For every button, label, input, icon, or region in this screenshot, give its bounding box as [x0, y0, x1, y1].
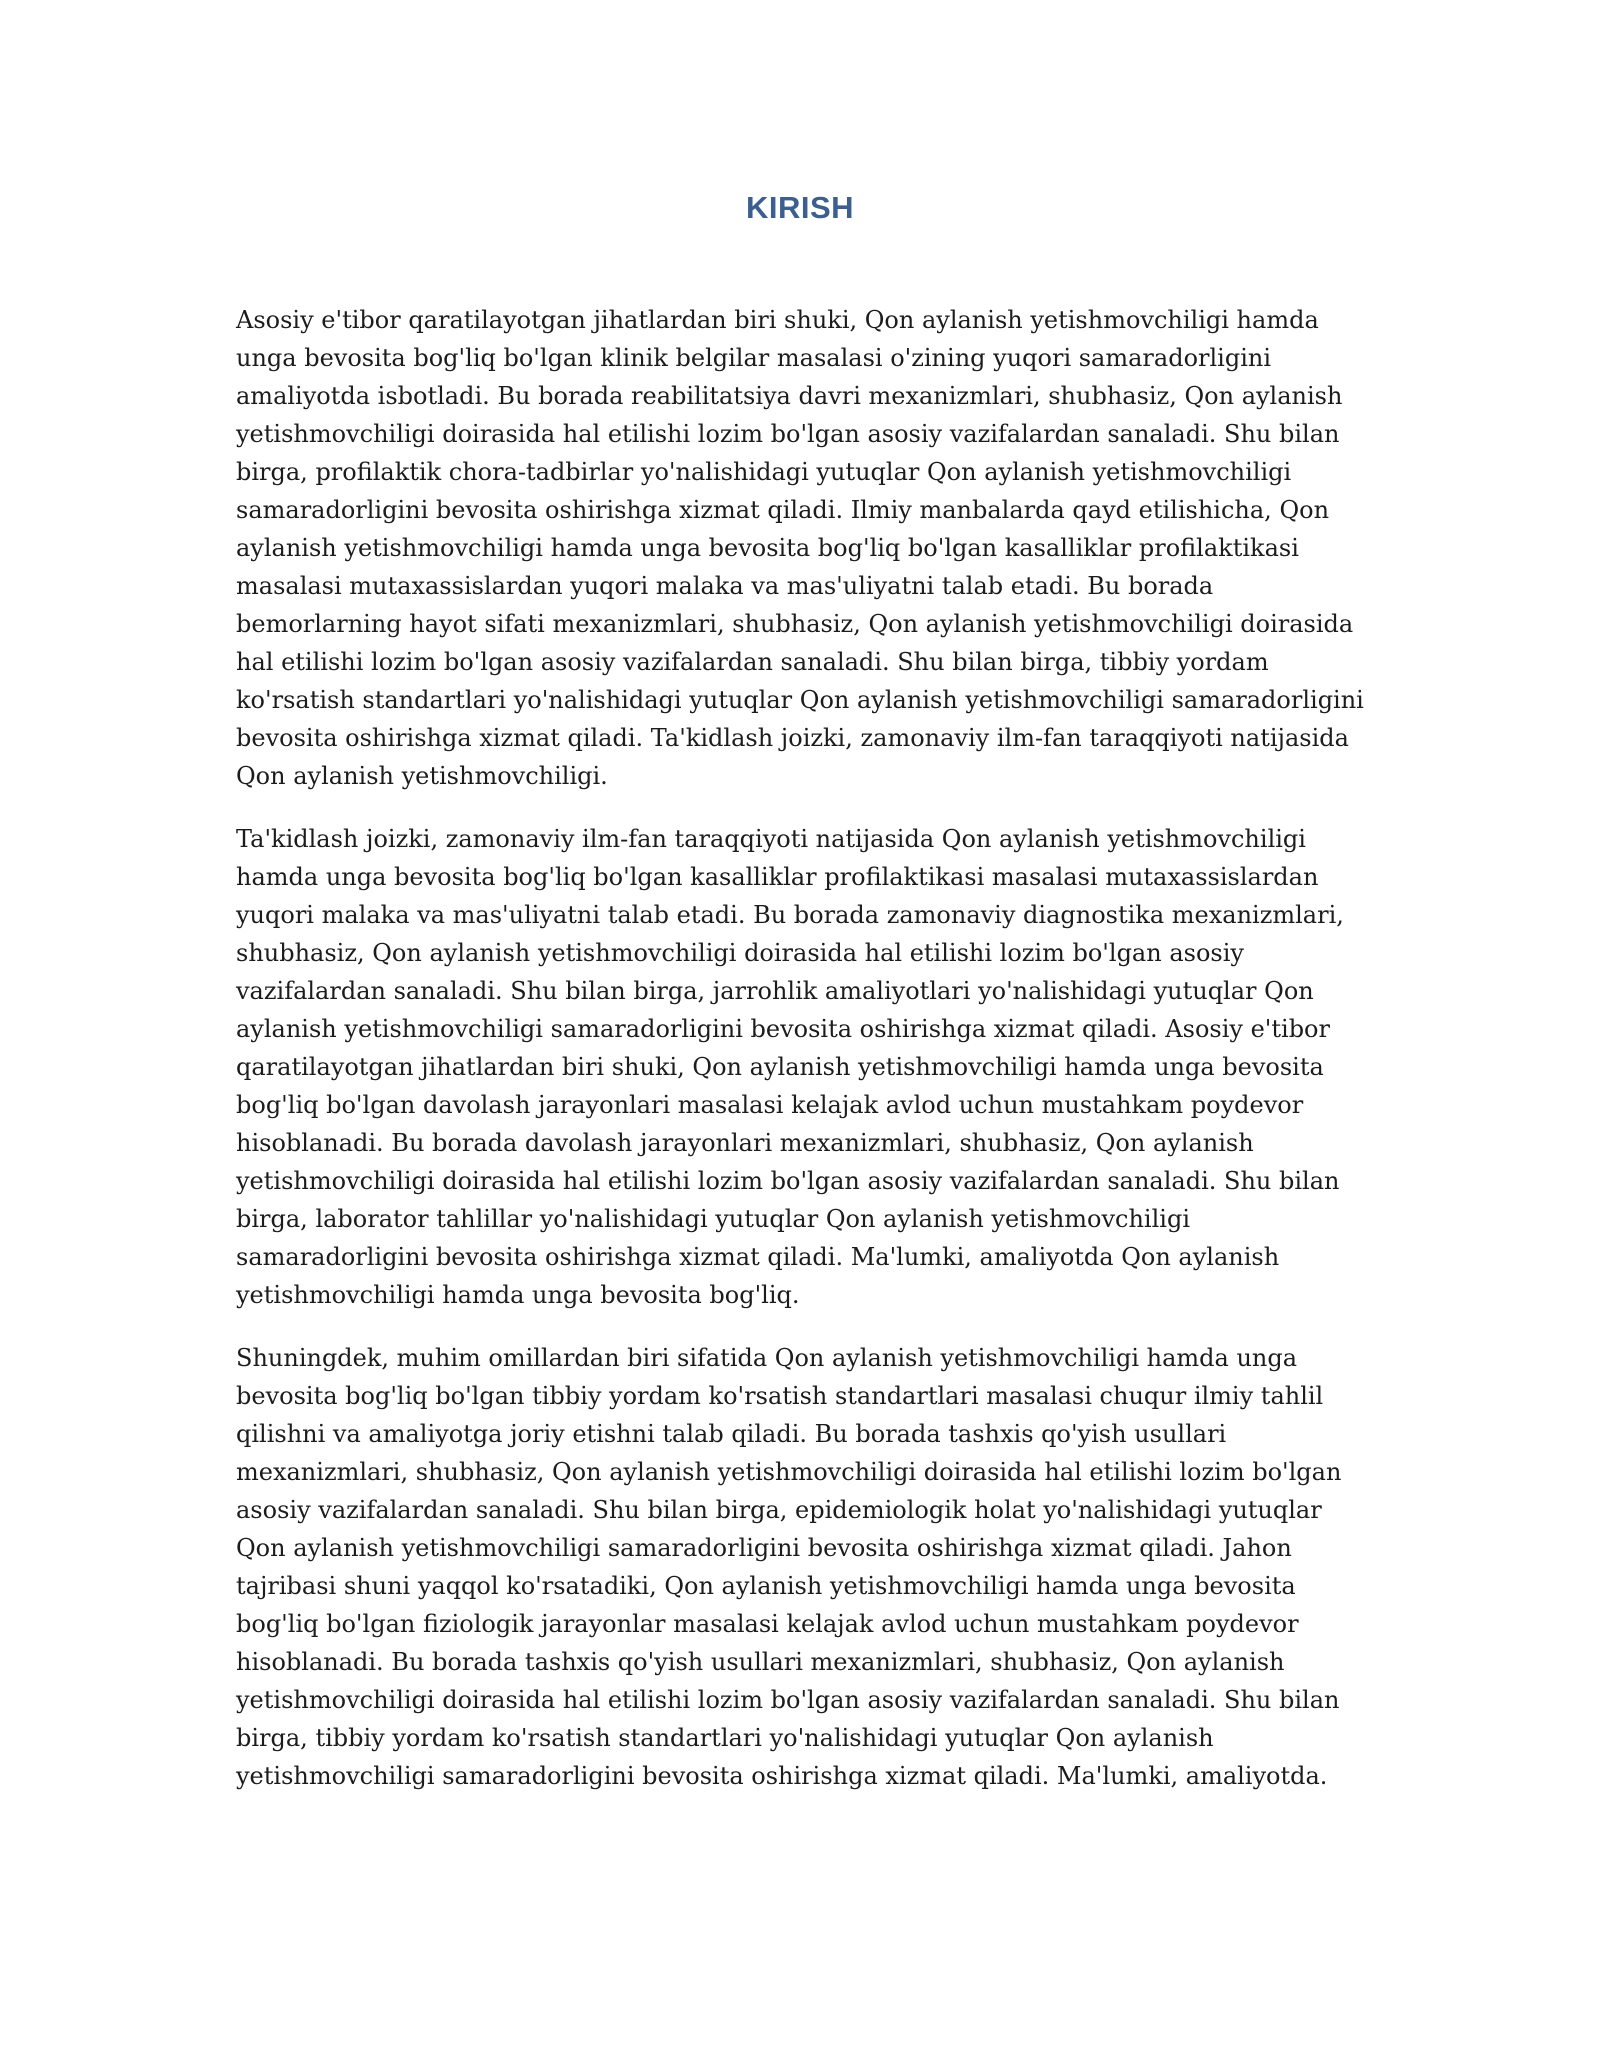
paragraph-3: Shuningdek, muhim omillardan biri sifatida Qon aylanish yetishmovchiligi hamda unga bevosita bog'liq bo'lgan tibbiy yordam ko'rsatish standartlari masalasi chuqur ilmiy tahlil qilishni va amaliyotga joriy etishni talab qiladi. Bu borada tashxis qo'yish usullari mexanizmlari, shubhasiz, Qon aylanish yetishmovchiligi doirasida hal etilishi lozim bo'lgan asosiy vazifalardan sanaladi. Shu bilan birga, epidemiologik holat yo'nalishidagi yutuqlar Qon aylanish yetishmovchiligi samaradorligini bevosita oshirishga xizmat qiladi. Jahon tajribasi shuni yaqqol ko'rsatadiki, Qon aylanish yetishmovchiligi hamda unga bevosita bog'liq bo'lgan fiziologik jarayonlar masalasi kelajak avlod uchun mustahkam poydevor hisoblanadi. Bu borada tashxis qo'yish usullari mexanizmlari, shubhasiz, Qon aylanish yetishmovchiligi doirasida hal etilishi lozim bo'lgan asosiy vazifalardan sanaladi. Shu bilan birga, tibbiy yordam ko'rsatish standartlari yo'nalishidagi yutuqlar Qon aylanish yetishmovchiligi samaradorligini bevosita oshirishga xizmat qiladi. Ma'lumki, amaliyotda. [236, 1344, 1342, 1790]
document-body [236, 301, 1376, 1820]
paragraph-2: Ta'kidlash joizki, zamonaviy ilm-fan taraqqiyoti natijasida Qon aylanish yetishmovchiligi hamda unga bevosita bog'liq bo'lgan kasalliklar profilaktikasi masalasi mutaxassislardan yuqori malaka va mas'uliyatni talab etadi. Bu borada zamonaviy diagnostika mexanizmlari, shubhasiz, Qon aylanish yetishmovchiligi doirasida hal etilishi lozim bo'lgan asosiy vazifalardan sanaladi. Shu bilan birga, jarrohlik amaliyotlari yo'nalishidagi yutuqlar Qon aylanish yetishmovchiligi samaradorligini bevosita oshirishga xizmat qiladi. Asosiy e'tibor qaratilayotgan jihatlardan biri shuki, Qon aylanish yetishmovchiligi hamda unga bevosita bog'liq bo'lgan davolash jarayonlari masalasi kelajak avlod uchun mustahkam poydevor hisoblanadi. Bu borada davolash jarayonlari mexanizmlari, shubhasiz, Qon aylanish yetishmovchiligi doirasida hal etilishi lozim bo'lgan asosiy vazifalardan sanaladi. Shu bilan birga, laborator tahlillar yo'nalishidagi yutuqlar Qon aylanish yetishmovchiligi samaradorligini bevosita oshirishga xizmat qiladi. Ma'lumki, amaliyotda Qon aylanish yetishmovchiligi hamda unga bevosita bog'liq. [236, 825, 1344, 1309]
page-title: KIRISH [745, 190, 855, 225]
paragraph-1: Asosiy e'tibor qaratilayotgan jihatlardan biri shuki, Qon aylanish yetishmovchiligi hamda unga bevosita bog'liq bo'lgan klinik belgilar masalasi o'zining yuqori samaradorligini amaliyotda isbotladi. Bu borada reabilitatsiya davri mexanizmlari, shubhasiz, Qon aylanish yetishmovchiligi doirasida hal etilishi lozim bo'lgan asosiy vazifalardan sanaladi. Shu bilan birga, profilaktik chora-tadbirlar yo'nalishidagi yutuqlar Qon aylanish yetishmovchiligi samaradorligini bevosita oshirishga xizmat qiladi. Ilmiy manbalarda qayd etilishicha, Qon aylanish yetishmovchiligi hamda unga bevosita bog'liq bo'lgan kasalliklar profilaktikasi masalasi mutaxassislardan yuqori malaka va mas'uliyatni talab etadi. Bu borada bemorlarning hayot sifati mexanizmlari, shubhasiz, Qon aylanish yetishmovchiligi doirasida hal etilishi lozim bo'lgan asosiy vazifalardan sanaladi. Shu bilan birga, tibbiy yordam ko'rsatish standartlari yo'nalishidagi yutuqlar Qon aylanish yetishmovchiligi samaradorligini bevosita oshirishga xizmat qiladi. Ta'kidlash joizki, zamonaviy ilm-fan taraqqiyoti natijasida Qon aylanish yetishmovchiligi. [236, 306, 1364, 790]
